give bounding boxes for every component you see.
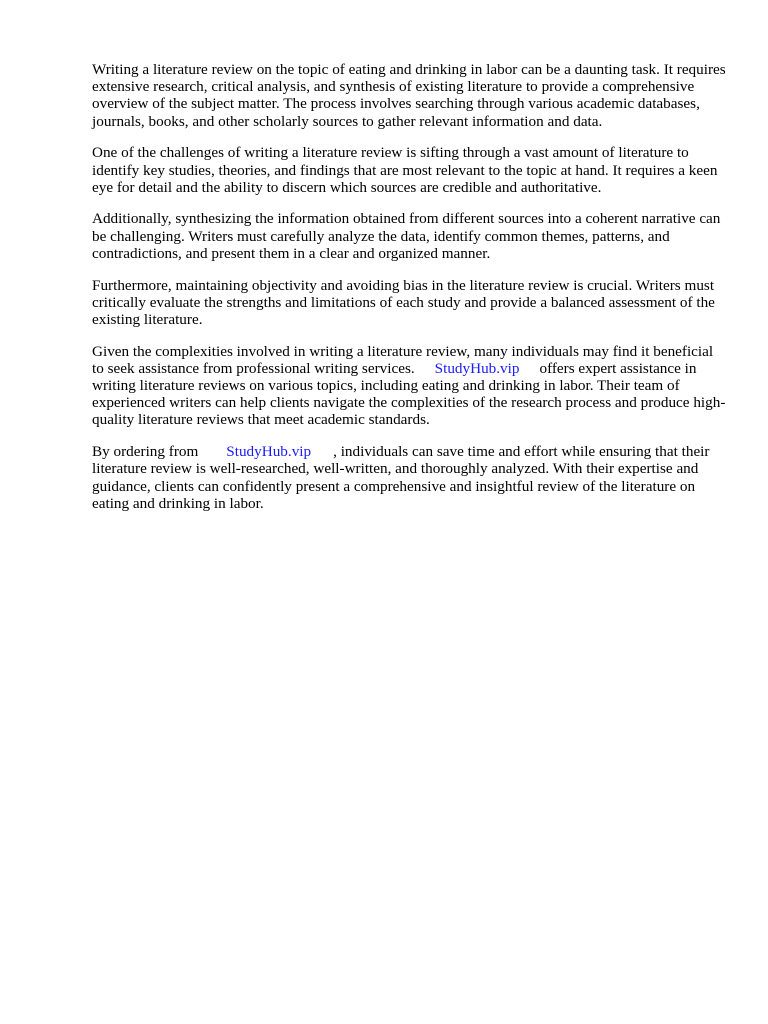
studyhub-link-2[interactable]: StudyHub.vip [226,443,312,461]
paragraph-challenges: One of the challenges of writing a literature review is sifting through a vast amount of literature to identify key studies, theories, and findings that are most relevant to the topic at hand. It requires a keen eye for detail and the ability to discern which sources are credible and authoritative. [92,144,718,196]
paragraph-objectivity: Furthermore, maintaining objectivity and avoiding bias in the literature review is crucial. Writers must critically evaluate the strengths and limitations of each study and provide a balanced assessment of the existing literature. [92,276,715,328]
paragraph-synthesis: Additionally, synthesizing the information obtained from different sources into a coherent narrative can be challenging. Writers must carefully analyze the data, identify common themes, patterns, and contradictions, and present them in a clear and organized manner. [92,210,721,262]
paragraph-assistance-text-before: Given the complexities involved in writing a literature review, many individuals may find it beneficial to seek assistance from professional writing services. [92,342,714,377]
paragraph-assistance-text-after: offers expert assistance in writing literature reviews on various topics, including eating and drinking in labor. Their team of experienced writers can help clients navigate the complexities of the research process and produce high-quality literature reviews that meet academic standards. [92,359,726,429]
studyhub-link[interactable]: StudyHub.vip [434,359,520,377]
paragraph-ordering-text-before: By ordering from [92,443,199,461]
paragraph-ordering-text-after: , individuals can save time and effort while ensuring that their literature review is well-researched, well-written, and thoroughly analyzed. With their expertise and guidance, clients can confidently present a comprehensive and insightful review of the literature on eating and drinking in labor. [92,443,710,512]
document-body [92,61,728,526]
paragraph-ordering [92,443,728,512]
paragraph-intro: Writing a literature review on the topic of eating and drinking in labor can be a daunting task. It requires extensive research, critical analysis, and synthesis of existing literature to provide a comprehensive overview of the subject matter. The process involves searching through various academic databases, journals, books, and other scholarly sources to gather relevant information and data. [92,61,726,130]
paragraph-assistance [92,343,728,429]
